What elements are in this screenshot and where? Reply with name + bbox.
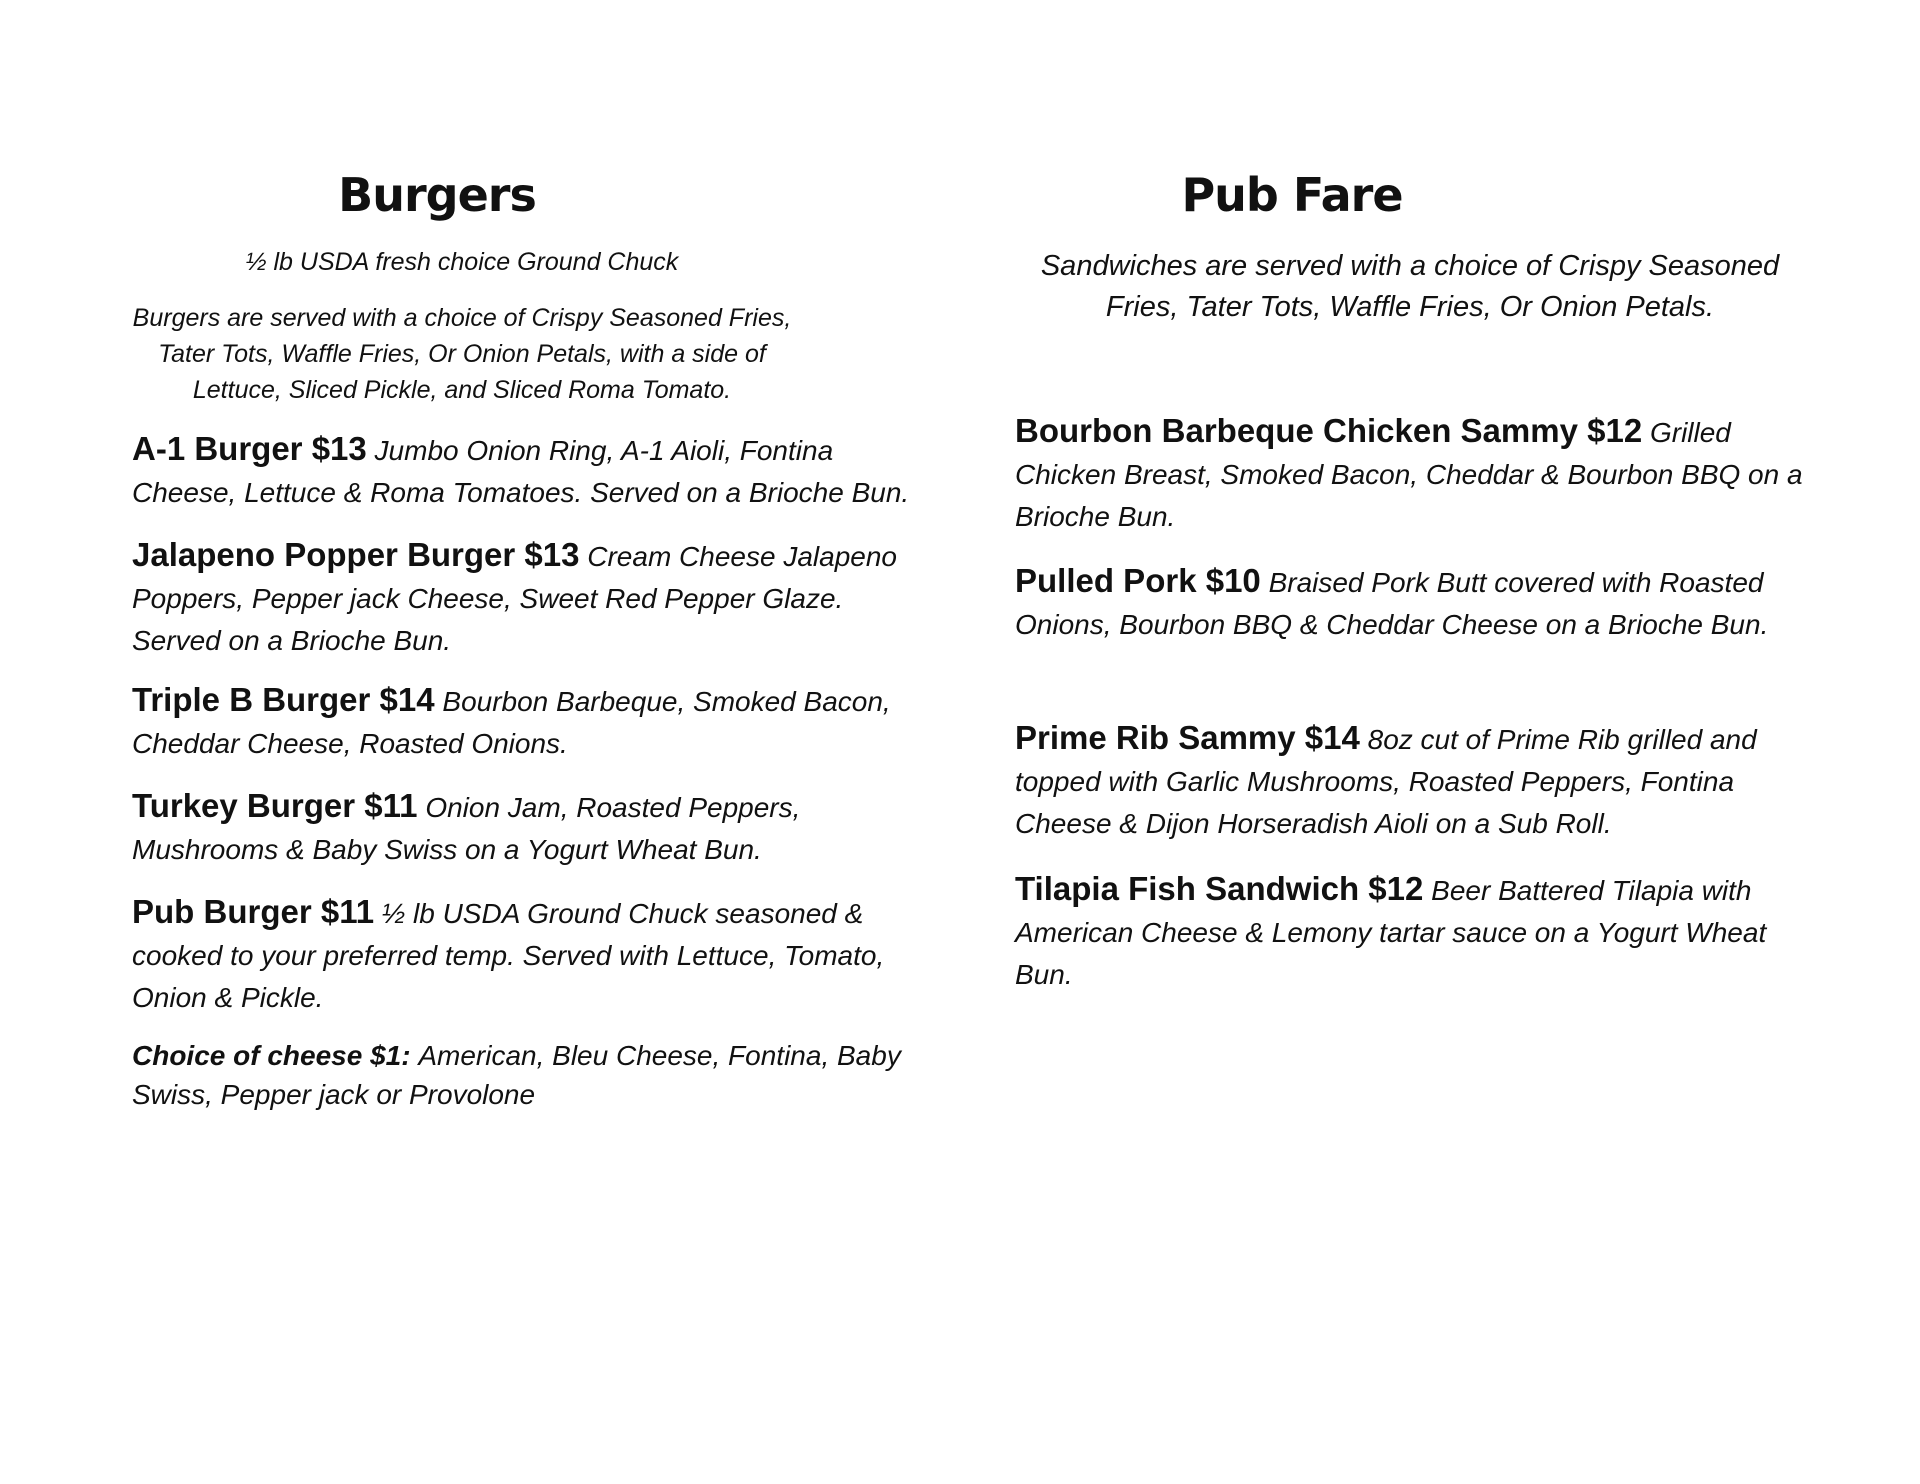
menu-item-description: Braised Pork Butt covered with Roasted Onions, Bourbon BBQ & Cheddar Cheese on a Brioche Bun. — [1015, 567, 1769, 640]
menu-item-description: Onion Jam, Roasted Peppers, Mushrooms & Baby Swiss on a Yogurt Wheat Bun. — [132, 792, 801, 865]
menu-item-name: Triple B Burger $14 — [132, 681, 435, 718]
menu-item-jalapeno-popper-burger — [132, 534, 922, 662]
menu-item-description: 8oz cut of Prime Rib grilled and topped with Garlic Mushrooms, Roasted Peppers, Fontina Cheese & Dijon Horseradish Aioli on a Sub Roll. — [1015, 724, 1757, 839]
cheese-option — [132, 1036, 922, 1114]
burgers-note-meat: ½ lb USDA fresh choice Ground Chuck — [245, 248, 679, 276]
menu-item-pub-burger — [132, 891, 922, 1019]
menu-item-name: Turkey Burger $11 — [132, 787, 418, 824]
menu-item-description: Grilled Chicken Breast, Smoked Bacon, Cheddar & Bourbon BBQ on a Brioche Bun. — [1015, 417, 1803, 532]
menu-item-description: Jumbo Onion Ring, A-1 Aioli, Fontina Cheese, Lettuce & Roma Tomatoes. Served on a Brioche Bun. — [132, 435, 910, 508]
burgers-title: Burgers — [338, 168, 536, 222]
menu-item-description: Cream Cheese Jalapeno Poppers, Pepper jack Cheese, Sweet Red Pepper Glaze. Served on a Brioche Bun. — [132, 541, 898, 656]
menu-item-description: ½ lb USDA Ground Chuck seasoned & cooked to your preferred temp. Served with Lettuce, Tomato, Onion & Pickle. — [132, 898, 885, 1013]
menu-item-turkey-burger — [132, 785, 922, 871]
menu-item-description: Beer Battered Tilapia with American Cheese & Lemony tartar sauce on a Yogurt Wheat Bun. — [1015, 875, 1767, 990]
menu-item-prime-rib-sammy — [1015, 717, 1805, 845]
cheese-option-list: American, Bleu Cheese, Fontina, Baby Swiss, Pepper jack or Provolone — [132, 1040, 901, 1110]
menu-item-tilapia-fish-sandwich — [1015, 868, 1805, 996]
menu-item-name: A-1 Burger $13 — [132, 430, 367, 467]
menu-item-description: Bourbon Barbeque, Smoked Bacon, Cheddar Cheese, Roasted Onions. — [132, 686, 891, 759]
burgers-note-sides: Burgers are served with a choice of Crispy Seasoned Fries, Tater Tots, Waffle Fries, Or Onion Petals, with a side of Lettuce, Sliced Pickle, and Sliced Roma Tomato. — [132, 304, 792, 404]
menu-item-name: Tilapia Fish Sandwich $12 — [1015, 870, 1424, 907]
menu-item-name: Pub Burger $11 — [132, 893, 375, 930]
menu-item-a1-burger — [132, 428, 922, 514]
pub-fare-note-sides: Sandwiches are served with a choice of Crispy Seasoned Fries, Tater Tots, Waffle Fries, Or Onion Petals. — [1040, 250, 1780, 323]
menu-item-bourbon-bbq-chicken-sammy — [1015, 410, 1805, 538]
menu-item-name: Pulled Pork $10 — [1015, 562, 1261, 599]
pub-fare-title: Pub Fare — [1181, 168, 1403, 222]
menu-item-name: Bourbon Barbeque Chicken Sammy $12 — [1015, 412, 1643, 449]
menu-item-pulled-pork — [1015, 560, 1805, 646]
menu-item-name: Prime Rib Sammy $14 — [1015, 719, 1360, 756]
menu-item-name: Jalapeno Popper Burger $13 — [132, 536, 580, 573]
cheese-option-label: Choice of cheese $1: — [132, 1040, 411, 1071]
menu-item-triple-b-burger — [132, 679, 922, 765]
